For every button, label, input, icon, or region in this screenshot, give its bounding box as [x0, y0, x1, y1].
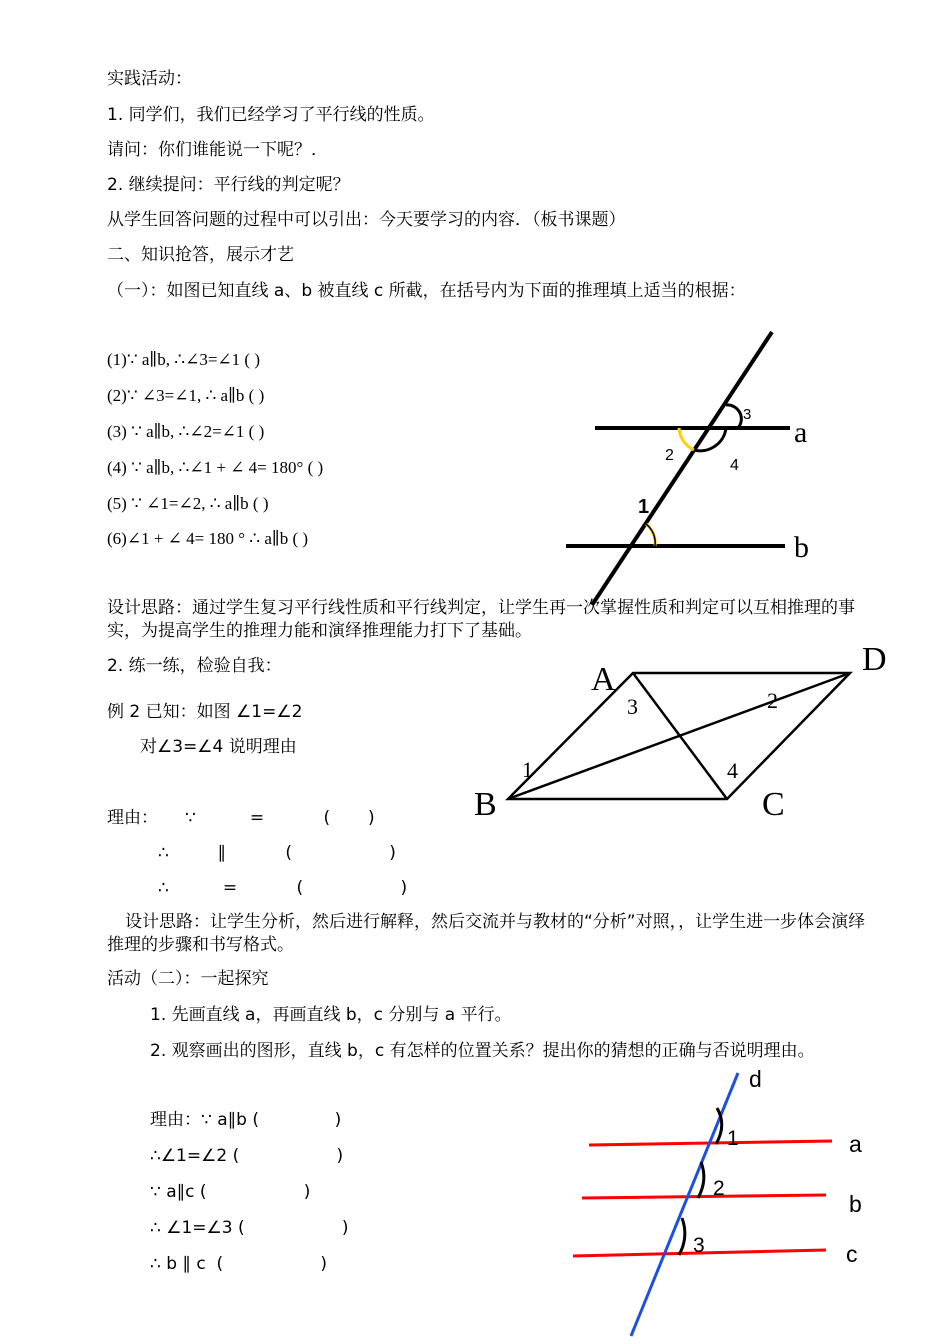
practice-reason-3: ∴ = ( ): [158, 878, 408, 898]
design-note-1: 设计思路：通过学生复习平行线性质和平行线判定，让学生再一次掌握性质和判定可以互相推理的事实，为提高学生的推理力能和演绎推理能力打下了基础。: [107, 598, 855, 641]
angle-1-label-fig2: 1: [522, 757, 533, 782]
practice-reason-2: ∴ ∥ ( ): [158, 843, 396, 863]
angle-2-label: 2: [665, 447, 674, 464]
angle-3-label-fig2: 3: [627, 694, 638, 719]
vertex-d-label: D: [862, 641, 887, 678]
line-a-label: a: [794, 416, 808, 449]
angle-4-label-fig2: 4: [727, 758, 738, 783]
activity-2-reason-3: ∵ a∥c ( ): [150, 1182, 311, 1202]
lead-in: 从学生回答问题的过程中可以引出：今天要学习的内容．（板书课题）: [107, 210, 626, 230]
angle-1-label-fig3: 1: [727, 1127, 739, 1150]
angle-4-label: 4: [730, 457, 739, 474]
practice-reason-1: 理由： ∵ = ( ): [107, 808, 375, 828]
activity-2-step-1: 1. 先画直线 a，再画直线 b，c 分别与 a 平行。: [150, 1005, 512, 1025]
red-line-a-label: a: [849, 1131, 862, 1157]
question-1b: 请问：你们谁能说一下呢？．: [107, 140, 328, 160]
line-d-label: d: [749, 1066, 762, 1092]
reason-2: (2)∵ ∠3=∠1, ∴ a∥b ( ): [107, 386, 265, 405]
reason-3: (3) ∵ a∥b, ∴∠2=∠1 ( ): [107, 422, 265, 441]
design-note-2: 设计思路：让学生分析，然后进行解释，然后交流并与教材的“分析”对照，，让学生进一步体会演绎推理的步骤和书写格式。: [107, 912, 866, 955]
question-1: 1. 同学们，我们已经学习了平行线的性质。: [107, 105, 435, 125]
vertex-c-label: C: [762, 786, 785, 823]
angle-3-label-fig3: 3: [693, 1234, 705, 1257]
activity-2-step-2: 2. 观察画出的图形，直线 b，c 有怎样的位置关系？提出你的猜想的正确与否说明理由。: [150, 1041, 815, 1061]
part-2-heading: 二、知识抢答，展示才艺: [107, 245, 294, 265]
activity-2-reason-2: ∴∠1=∠2 ( ): [150, 1146, 344, 1166]
line-b-label: b: [794, 531, 809, 564]
reason-5: (5) ∵ ∠1=∠2, ∴ a∥b ( ): [107, 494, 269, 513]
reason-4: (4) ∵ a∥b, ∴∠1 + ∠ 4= 180° ( ): [107, 458, 324, 477]
exercise-intro: （一）：如图已知直线 a、b 被直线 c 所截，在括号内为下面的推理填上适当的根据：: [107, 281, 746, 301]
angle-2-label-fig2: 2: [767, 688, 778, 713]
activity-2-reason-5: ∴ b ∥ c ( ): [150, 1254, 328, 1274]
prove-statement: 对∠3=∠4 说明理由: [140, 737, 297, 757]
example-2: 例 2 已知：如图 ∠1=∠2: [107, 702, 303, 722]
reason-6: (6)∠1 + ∠ 4= 180 ° ∴ a∥b ( ): [107, 529, 309, 548]
angle-3-label: 3: [743, 406, 752, 423]
activity-2-title: 活动（二）：一起探究: [107, 969, 269, 989]
reason-1: (1)∵ a∥b, ∴∠3=∠1 ( ): [107, 350, 260, 369]
question-2: 2. 继续提问：平行线的判定呢？: [107, 175, 350, 195]
red-line-c-label: c: [846, 1241, 858, 1267]
angle-2-label-fig3: 2: [713, 1177, 725, 1200]
activity-2-reason-4: ∴ ∠1=∠3 ( ): [150, 1218, 349, 1238]
red-line-b-label: b: [849, 1191, 862, 1217]
activity-title: 实践活动：: [107, 69, 192, 89]
angle-1-label: 1: [638, 496, 650, 518]
vertex-a-label: A: [591, 661, 616, 698]
practice-title: 2. 练一练，检验自我：: [107, 656, 282, 676]
vertex-b-label: B: [474, 786, 497, 823]
activity-2-reason-1: 理由：∵ a∥b ( ): [150, 1110, 342, 1130]
